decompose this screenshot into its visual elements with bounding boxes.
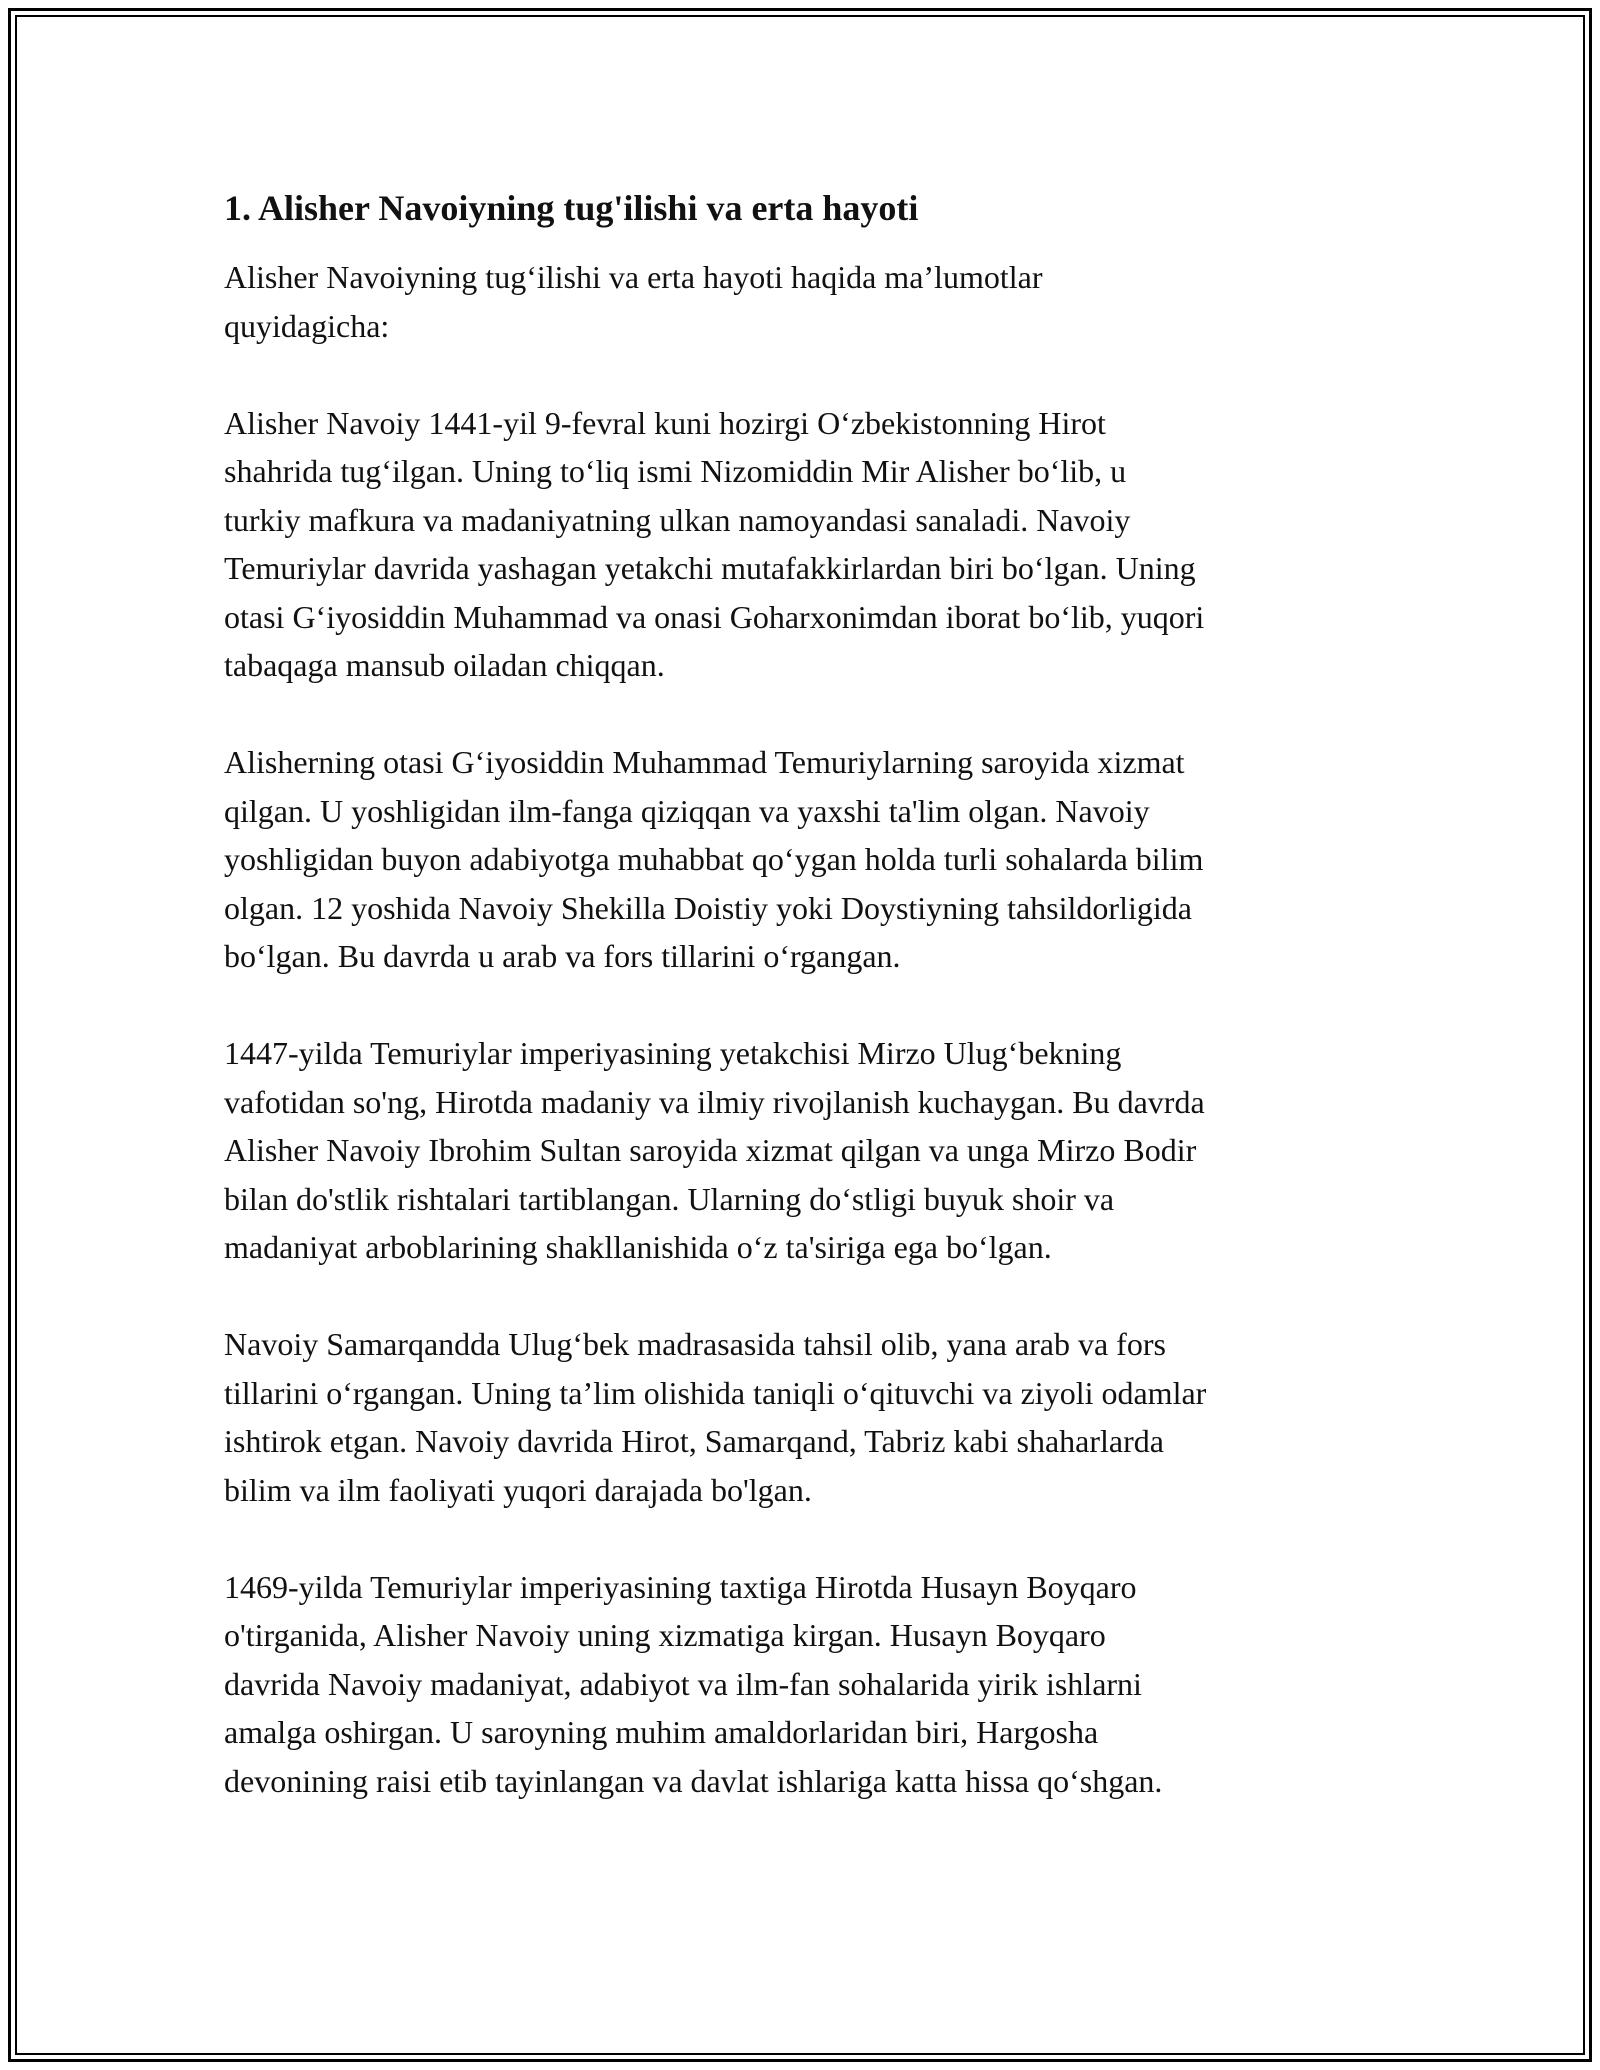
document-body [224,185,1364,1854]
text-line: Temuriylar davrida yashagan yetakchi mutafakkirlardan biri bo‘lgan. Uning [224,550,1196,586]
text-line: Alisher Navoiy 1441-yil 9-fevral kuni hozirgi O‘zbekistonning Hirot [224,404,1106,441]
text-line: ishtirok etgan. Navoiy davrida Hirot, Samarqand, Tabriz kabi shaharlarda [224,1423,1164,1459]
text-line: Navoiy Samarqandda Ulug‘bek madrasasida tahsil olib, yana arab va fors [224,1326,1166,1362]
paragraph-1447 [224,1029,1364,1272]
text-line: 1447-yilda Temuriylar imperiyasining yetakchisi Mirzo Ulug‘bekning [224,1035,1122,1071]
text-line: quyidagicha: [224,307,390,344]
text-line: o'tirganida, Alisher Navoiy uning xizmatiga kirgan. Husayn Boyqaro [224,1617,1106,1653]
paragraph-birth [224,399,1364,690]
text-line: madaniyat arboblarining shakllanishida o‘z ta'siriga ega bo‘lgan. [224,1229,1052,1265]
text-line: Alisher Navoiyning tug‘ilishi va erta hayoti haqida ma’lumotlar [224,259,1043,295]
paragraph-father [224,738,1364,981]
text-line: bo‘lgan. Bu davrda u arab va fors tillarini o‘rgangan. [224,938,901,974]
text-line: amalga oshirgan. U saroyning muhim amaldorlaridan biri, Hargosha [224,1714,1099,1750]
text-line: bilim va ilm faoliyati yuqori darajada bo'lgan. [224,1471,812,1508]
text-line: devonining raisi etib tayinlangan va davlat ishlariga katta hissa qo‘shgan. [224,1762,1163,1799]
text-line: 1469-yilda Temuriylar imperiyasining taxtiga Hirotda Husayn Boyqaro [224,1568,1137,1605]
paragraph-samarqand [224,1320,1364,1514]
text-line: otasi G‘iyosiddin Muhammad va onasi Goharxonimdan iborat bo‘lib, yuqori [224,598,1205,635]
text-line: vafotidan so'ng, Hirotda madaniy va ilmiy rivojlanish kuchaygan. Bu davrda [224,1083,1205,1120]
text-line: Alisher Navoiy Ibrohim Sultan saroyida xizmat qilgan va unga Mirzo Bodir [224,1132,1197,1168]
text-line: davrida Navoiy madaniyat, adabiyot va ilm-fan sohalarida yirik ishlarni [224,1665,1142,1702]
text-line: turkiy mafkura va madaniyatning ulkan namoyandasi sanaladi. Navoiy [224,501,1131,538]
text-line: Alisherning otasi G‘iyosiddin Muhammad Temuriylarning saroyida xizmat [224,744,1185,780]
section-heading: 1. Alisher Navoiyning tug'ilishi va erta hayoti [224,188,919,228]
text-line: olgan. 12 yoshida Navoiy Shekilla Doistiy yoki Doystiyning tahsildorligida [224,889,1192,926]
paragraph-1469 [224,1563,1364,1806]
paragraph-intro [224,253,1364,350]
text-line: tillarini o‘rgangan. Uning ta’lim olishida taniqli o‘qituvchi va ziyoli odamlar [224,1374,1207,1411]
text-line: bilan do'stlik rishtalari tartiblangan. Ularning do‘stligi buyuk shoir va [224,1180,1115,1217]
text-line: qilgan. U yoshligidan ilm-fanga qiziqqan va yaxshi ta'lim olgan. Navoiy [224,792,1150,829]
text-line: yoshligidan buyon adabiyotga muhabbat qo‘ygan holda turli sohalarda bilim [224,841,1204,877]
text-line: shahrida tug‘ilgan. Uning to‘liq ismi Nizomiddin Mir Alisher bo‘lib, u [224,453,1127,489]
text-line: tabaqaga mansub oiladan chiqqan. [224,647,665,683]
